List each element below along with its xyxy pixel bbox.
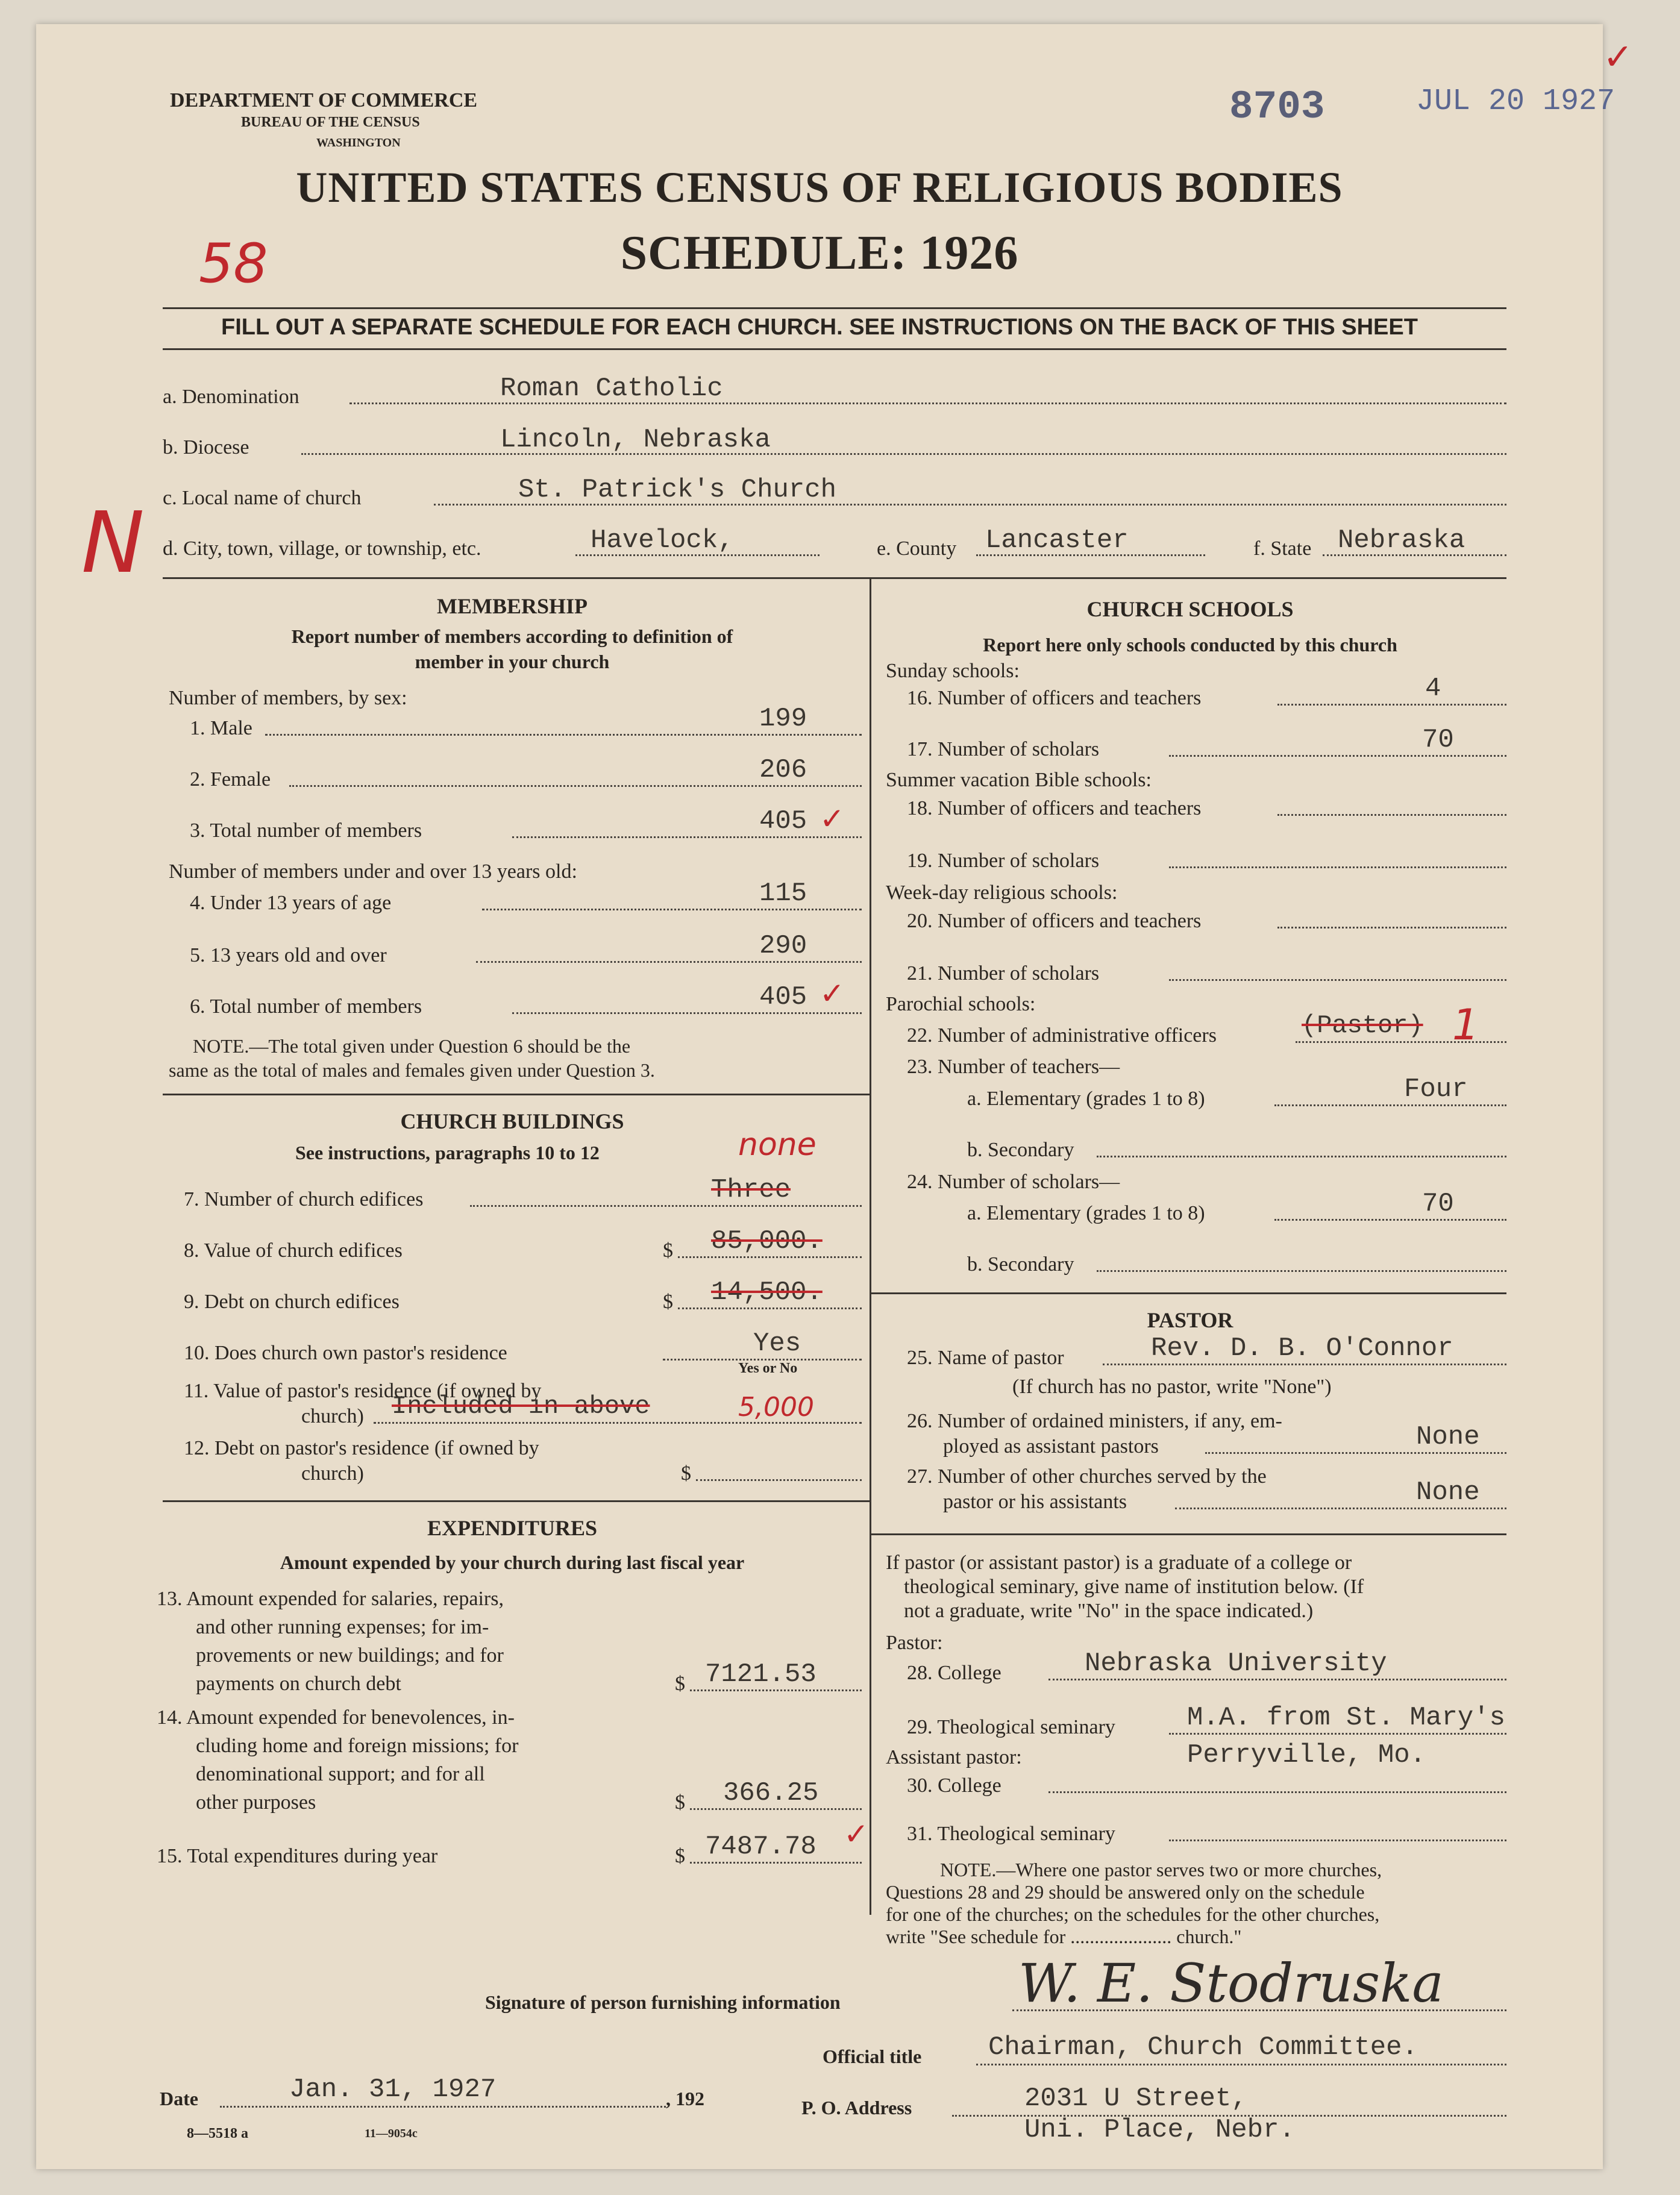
q13-label-1: 13. Amount expended for salaries, repairs,	[157, 1588, 504, 1610]
handwritten-number: 58	[199, 232, 268, 295]
q17-label: 17. Number of scholars	[907, 738, 1100, 760]
date-label: Date	[160, 2088, 198, 2109]
diocese-label: b. Diocese	[163, 436, 249, 459]
q24b-label: b. Secondary	[967, 1253, 1074, 1276]
q29-label: 29. Theological seminary	[907, 1716, 1115, 1738]
sunday-label: Sunday schools:	[886, 660, 1020, 682]
q5-value: 290	[759, 931, 807, 961]
q14-label-4: other purposes	[196, 1791, 316, 1814]
q24-label: 24. Number of scholars—	[907, 1171, 1120, 1193]
graduate-note-3: not a graduate, write "No" in the space indicated.)	[904, 1600, 1314, 1622]
weekday-label: Week-day religious schools:	[886, 881, 1118, 904]
q26-value: None	[1416, 1422, 1480, 1452]
q21-label: 21. Number of scholars	[907, 962, 1100, 985]
pastor-heading: PASTOR	[1147, 1308, 1233, 1332]
q14-label-2: cluding home and foreign missions; for	[196, 1735, 519, 1757]
q11-value: Included in above	[392, 1392, 650, 1421]
date-value: Jan. 31, 1927	[289, 2074, 497, 2105]
local-name-value: St. Patrick's Church	[518, 475, 837, 505]
q9-value: 14,500.	[711, 1277, 823, 1307]
schools-heading: CHURCH SCHOOLS	[1086, 597, 1294, 621]
po-address-line-2: Uni. Place, Nebr.	[1024, 2115, 1295, 2145]
q23-label: 23. Number of teachers—	[907, 1056, 1120, 1078]
q1-label: 1. Male	[190, 717, 252, 739]
q11-label-1: 11. Value of pastor's residence (if owned by	[184, 1380, 542, 1402]
pastor-note-2: Questions 28 and 29 should be answered only on the schedule	[886, 1881, 1365, 1903]
buildings-intro: See instructions, paragraphs 10 to 12	[295, 1142, 600, 1163]
official-title-label: Official title	[823, 2046, 922, 2067]
by-sex-label: Number of members, by sex:	[169, 687, 407, 709]
q6-label: 6. Total number of members	[190, 995, 422, 1018]
q15-value: 7487.78	[705, 1832, 816, 1862]
q4-label: 4. Under 13 years of age	[190, 892, 392, 914]
q25-label: 25. Name of pastor	[907, 1347, 1064, 1369]
received-date-stamp: JUL 20 1927	[1416, 84, 1616, 119]
form-title: UNITED STATES CENSUS OF RELIGIOUS BODIES	[296, 163, 1343, 211]
q16-value: 4	[1425, 674, 1441, 704]
schedule-number-stamp: 8703	[1229, 84, 1325, 130]
handwritten-none: none	[738, 1127, 816, 1163]
q29-value: M.A. from St. Mary's	[1187, 1703, 1506, 1733]
q14-label-3: denominational support; and for all	[196, 1763, 485, 1785]
q15-dollar: $	[675, 1845, 685, 1867]
pastor-note-4: write "See schedule for ..................... church."	[886, 1926, 1242, 1947]
q25-note: (If church has no pastor, write "None")	[1012, 1376, 1332, 1398]
q28-label: 28. College	[907, 1662, 1001, 1684]
q4-value: 115	[759, 878, 807, 909]
q31-label: 31. Theological seminary	[907, 1823, 1115, 1845]
state-value: Nebraska	[1338, 525, 1465, 556]
q13-dollar: $	[675, 1673, 685, 1695]
q23a-label: a. Elementary (grades 1 to 8)	[967, 1088, 1205, 1110]
print-number: 11—9054c	[365, 2127, 418, 2140]
diocese-value: Lincoln, Nebraska	[500, 425, 771, 455]
q3-value: 405	[759, 806, 807, 836]
q14-label-1: 14. Amount expended for benevolences, in-	[157, 1706, 515, 1729]
q13-value: 7121.53	[705, 1659, 816, 1689]
q14-value: 366.25	[723, 1778, 819, 1808]
expenditures-heading: EXPENDITURES	[427, 1516, 598, 1540]
q24a-value: 70	[1422, 1189, 1454, 1219]
q15-label: 15. Total expenditures during year	[157, 1845, 438, 1867]
summer-label: Summer vacation Bible schools:	[886, 769, 1152, 791]
expenditures-intro: Amount expended by your church during last fiscal year	[280, 1552, 745, 1573]
q8-label: 8. Value of church edifices	[184, 1239, 403, 1262]
q16-label: 16. Number of officers and teachers	[907, 687, 1202, 709]
membership-note-1: NOTE.—The total given under Question 6 should be the	[193, 1035, 631, 1057]
q28-value: Nebraska University	[1085, 1649, 1387, 1679]
q27-label-2: pastor or his assistants	[943, 1491, 1127, 1513]
q10-label: 10. Does church own pastor's residence	[184, 1342, 507, 1364]
q27-label-1: 27. Number of other churches served by the	[907, 1465, 1267, 1488]
q12-dollar: $	[681, 1462, 691, 1485]
q25-value: Rev. D. B. O'Connor	[1151, 1333, 1453, 1364]
buildings-heading: CHURCH BUILDINGS	[400, 1109, 624, 1133]
pastor-subheading: Pastor:	[886, 1632, 943, 1654]
q20-label: 20. Number of officers and teachers	[907, 910, 1202, 932]
city-label: WASHINGTON	[316, 136, 401, 149]
membership-intro-1: Report number of members according to definition of	[291, 625, 733, 647]
instruction-banner: FILL OUT A SEPARATE SCHEDULE FOR EACH CHURCH. SEE INSTRUCTIONS ON THE BACK OF THIS SHEET	[221, 315, 1418, 340]
q12-label-2: church)	[301, 1462, 364, 1485]
graduate-note-1: If pastor (or assistant pastor) is a graduate of a college or	[886, 1552, 1352, 1574]
q6-check: ✓	[820, 976, 845, 1011]
official-title-value: Chairman, Church Committee.	[988, 2032, 1418, 2062]
q9-dollar: $	[663, 1291, 673, 1313]
bureau-label: BUREAU OF THE CENSUS	[241, 114, 420, 130]
q5-label: 5. 13 years old and over	[190, 944, 387, 966]
q24a-label: a. Elementary (grades 1 to 8)	[967, 1202, 1205, 1224]
q12-label-1: 12. Debt on pastor's residence (if owned by	[184, 1437, 539, 1459]
form-number: 8—5518 a	[187, 2126, 248, 2141]
q11-handwritten: 5,000	[738, 1392, 814, 1423]
q10-value: Yes	[753, 1329, 801, 1359]
q19-label: 19. Number of scholars	[907, 850, 1100, 872]
q18-label: 18. Number of officers and teachers	[907, 797, 1202, 819]
under-over-label: Number of members under and over 13 years old:	[169, 860, 577, 883]
city-label-field: d. City, town, village, or township, etc.	[163, 537, 481, 560]
q22-value: (Pastor)	[1302, 1011, 1423, 1040]
q15-check: ✓	[844, 1817, 869, 1852]
q2-label: 2. Female	[190, 768, 271, 791]
pastor-note-1: NOTE.—Where one pastor serves two or more churches,	[940, 1859, 1382, 1880]
q22-label: 22. Number of administrative officers	[907, 1024, 1217, 1047]
q11-label-2: church)	[301, 1405, 364, 1427]
q26-label-1: 26. Number of ordained ministers, if any, em-	[907, 1410, 1282, 1432]
q30-label: 30. College	[907, 1774, 1001, 1797]
q6-value: 405	[759, 982, 807, 1012]
q3-label: 3. Total number of members	[190, 819, 422, 842]
membership-intro-2: member in your church	[415, 651, 610, 672]
q7-value: Three	[711, 1175, 791, 1205]
q27-value: None	[1416, 1477, 1480, 1508]
assistant-value: Perryville, Mo.	[1187, 1740, 1426, 1770]
q26-label-2: ployed as assistant pastors	[943, 1435, 1159, 1458]
city-value: Havelock,	[591, 525, 734, 556]
county-label: e. County	[877, 537, 957, 560]
q7-label: 7. Number of church edifices	[184, 1188, 424, 1210]
q1-value: 199	[759, 704, 807, 734]
handwritten-letter: N	[81, 494, 145, 592]
county-value: Lancaster	[985, 525, 1129, 556]
state-label: f. State	[1253, 537, 1312, 560]
census-schedule	[36, 24, 1634, 2169]
assistant-subheading: Assistant pastor:	[886, 1746, 1022, 1768]
parochial-label: Parochial schools:	[886, 993, 1036, 1015]
yes-no-hint: Yes or No	[738, 1361, 798, 1376]
pastor-note-3: for one of the churches; on the schedules for the other churches,	[886, 1903, 1380, 1925]
q8-value: 85,000.	[711, 1226, 823, 1256]
q23b-label: b. Secondary	[967, 1139, 1074, 1161]
q23a-value: Four	[1404, 1074, 1468, 1104]
po-address-label: P. O. Address	[801, 2097, 912, 2118]
membership-note-2: same as the total of males and females given under Question 3.	[169, 1059, 655, 1081]
q17-value: 70	[1422, 725, 1454, 755]
membership-heading: MEMBERSHIP	[436, 594, 588, 618]
local-name-label: c. Local name of church	[163, 487, 362, 509]
q9-label: 9. Debt on church edifices	[184, 1291, 400, 1313]
q14-dollar: $	[675, 1791, 685, 1814]
q3-check: ✓	[820, 801, 845, 836]
q13-label-4: payments on church debt	[196, 1673, 401, 1695]
signature: W. E. Stodruska	[1018, 1952, 1444, 2014]
po-address-line-1: 2031 U Street,	[1024, 2084, 1247, 2114]
check-mark: ✓	[1603, 36, 1634, 78]
q13-label-2: and other running expenses; for im-	[196, 1616, 489, 1638]
q22-handwritten: 1	[1452, 1000, 1479, 1050]
q13-label-3: provements or new buildings; and for	[196, 1644, 504, 1667]
denomination-value: Roman Catholic	[500, 374, 723, 404]
date-suffix: , 192	[666, 2088, 704, 2109]
signature-label: Signature of person furnishing information	[485, 1991, 841, 2013]
q2-value: 206	[759, 755, 807, 785]
schools-intro: Report here only schools conducted by this church	[983, 634, 1397, 656]
graduate-note-2: theological seminary, give name of institution below. (If	[904, 1576, 1364, 1598]
q8-dollar: $	[663, 1239, 673, 1262]
form-subtitle: SCHEDULE: 1926	[620, 227, 1019, 280]
denomination-label: a. Denomination	[163, 386, 299, 408]
department-label: DEPARTMENT OF COMMERCE	[170, 89, 478, 111]
